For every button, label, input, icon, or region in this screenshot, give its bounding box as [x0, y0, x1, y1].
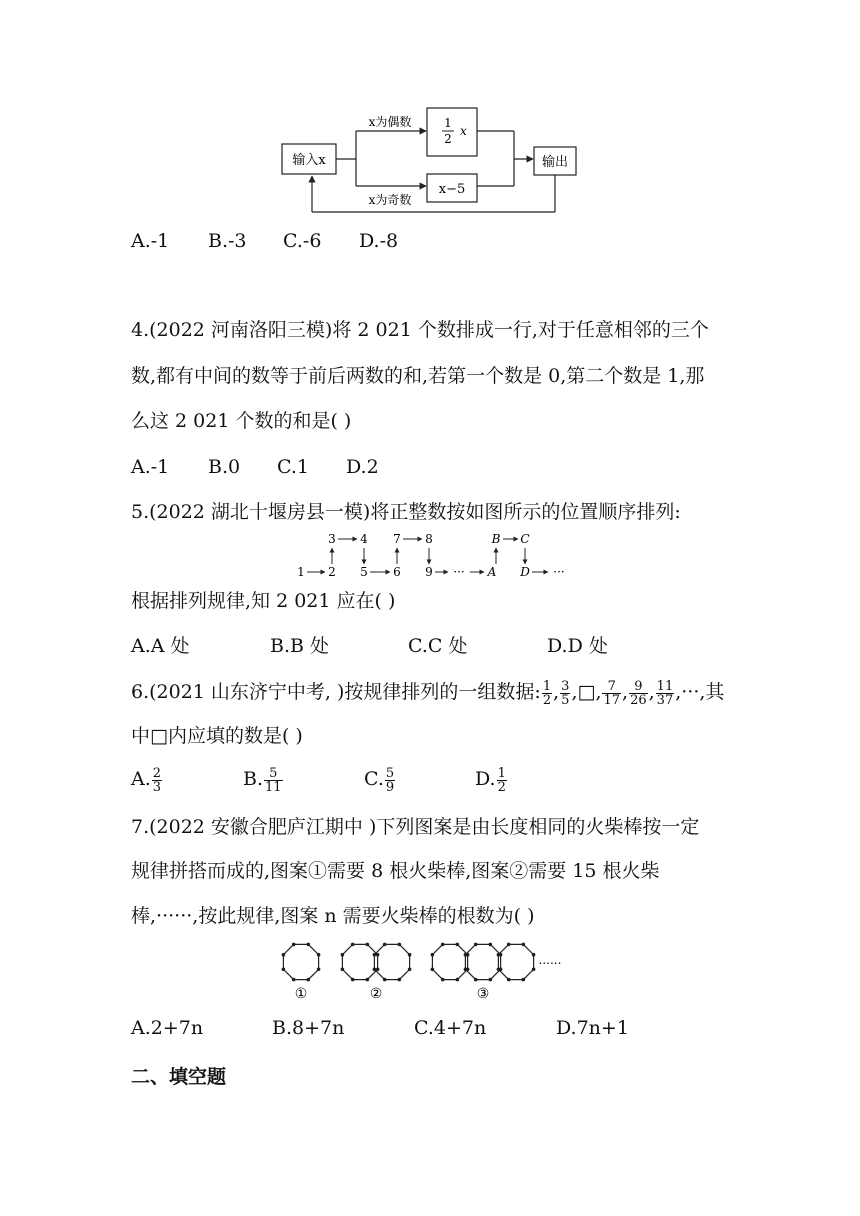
q6-suffix: ,···,其 [675, 681, 725, 703]
joint-dot [351, 943, 355, 947]
q7-option-a: A.2+7n [131, 1017, 204, 1039]
joint-dot [292, 978, 296, 982]
q5-line-1: 5.(2022 湖北十堰房县一模)将正整数按如图所示的位置顺序排列: [131, 501, 681, 523]
even-label: x为偶数 [368, 115, 412, 129]
figure-label-1: ① [294, 986, 308, 1002]
q5-option-d: D.D 处 [547, 635, 608, 657]
octagon-1-1 [283, 944, 318, 979]
joint-dot [366, 978, 370, 982]
output-label: 输出 [541, 155, 569, 170]
even-op-var: x [460, 124, 467, 138]
octagon-3-3 [498, 944, 533, 979]
joint-dot [456, 978, 460, 982]
joint-dot [376, 953, 380, 957]
joint-dot [464, 968, 468, 972]
q4-line-2: 数,都有中间的数等于前后两数的和,若第一个数是 0,第二个数是 1,那 [131, 365, 705, 387]
seq-5: 5 [360, 565, 368, 579]
q7-line-3: 棒,······,按此规律,图案 n 需要火柴棒的根数为( ) [131, 905, 535, 927]
q4-line-3: 么这 2 021 个数的和是( ) [131, 410, 352, 432]
q6-line-1: 6.(2021 山东济宁中考, )按规律排列的一组数据: $\frac{1}{2}$ , $\frac{3}{5}$ ,□, $\frac{7}{17}$ , $\frac{9}{26}$ , $\frac{11}{37}$ ,···,其 [131, 678, 725, 708]
seq-1: 1 [297, 565, 305, 579]
seq-B: B [491, 532, 501, 546]
seq-dots-1: ··· [453, 565, 465, 579]
q3-option-c: C.-6 [283, 230, 322, 252]
q3-option-a: A.-1 [131, 230, 170, 252]
joint-dot [532, 968, 536, 972]
q4-option-b: B.0 [208, 456, 241, 478]
joint-dot [376, 968, 380, 972]
joint-dot [373, 968, 377, 972]
joint-dot [307, 943, 311, 947]
seq-C: C [520, 532, 530, 546]
q7-line-2: 规律拼搭而成的,图案①需要 8 根火柴棒,图案②需要 15 根火柴 [131, 860, 660, 882]
seq-3: 3 [328, 532, 336, 546]
joint-dot [489, 978, 493, 982]
joint-dot [431, 968, 435, 972]
q6-fraction-4: $\frac{9}{26}$ [630, 678, 647, 708]
input-label: 输入x [292, 153, 326, 168]
joint-dot [341, 953, 345, 957]
joint-dot [474, 943, 478, 947]
octagon-2-2 [374, 944, 409, 979]
seq-6: 6 [393, 565, 401, 579]
q5-sequence-figure [296, 528, 572, 584]
joint-dot [341, 968, 345, 972]
seq-2: 2 [328, 565, 336, 579]
q6-prefix: 6.(2021 山东济宁中考, )按规律排列的一组数据: [131, 681, 541, 703]
even-op-den: 2 [444, 132, 452, 146]
q4-option-a: A.-1 [131, 456, 170, 478]
joint-dot [351, 978, 355, 982]
joint-dot [456, 943, 460, 947]
joint-dot [383, 943, 387, 947]
figure-ellipsis: ...... [538, 953, 562, 967]
joint-dot [474, 978, 478, 982]
joint-dot [366, 943, 370, 947]
joint-dot [398, 943, 402, 947]
q7-option-b: B.8+7n [272, 1017, 345, 1039]
seq-8: 8 [425, 532, 433, 546]
q6-fraction-1: $\frac{1}{2}$ [542, 678, 552, 708]
seq-9: 9 [425, 565, 433, 579]
joint-dot [507, 978, 511, 982]
octagon-2-1 [342, 944, 377, 979]
joint-dot [522, 943, 526, 947]
octagon-3-2 [465, 944, 500, 979]
q3-option-d: D.-8 [359, 230, 399, 252]
q5-option-a: A.A 处 [131, 635, 190, 657]
seq-A: A [487, 565, 497, 579]
q6-fraction-2: $\frac{3}{5}$ [561, 678, 570, 708]
even-op-num: 1 [444, 116, 452, 130]
flowchart-figure [280, 104, 580, 216]
q5-line-2: 根据排列规律,知 2 021 应在( ) [131, 590, 396, 612]
q6-option-d: D. $\frac{1}{2}$ [475, 765, 506, 795]
joint-dot [373, 953, 377, 957]
q6-option-a: A. $\frac{2}{3}$ [131, 765, 162, 795]
q6-option-b: B. $\frac{5}{11}$ [243, 765, 282, 795]
joint-dot [383, 978, 387, 982]
joint-dot [507, 943, 511, 947]
seq-7: 7 [393, 532, 401, 546]
q4-option-d: D.2 [346, 456, 379, 478]
joint-dot [282, 968, 286, 972]
octagon-3-1 [432, 944, 467, 979]
figure-label-3: ③ [476, 986, 490, 1002]
joint-dot [398, 978, 402, 982]
joint-dot [408, 968, 412, 972]
q6-option-c: C. $\frac{5}{9}$ [364, 765, 395, 795]
q4-option-c: C.1 [277, 456, 309, 478]
figure-label-2: ② [369, 986, 383, 1002]
q7-matchstick-figure [280, 938, 580, 1002]
joint-dot [307, 978, 311, 982]
q6-blank-box: □ [577, 681, 596, 703]
q6-line-2: 中□内应填的数是( ) [131, 725, 303, 747]
odd-label: x为奇数 [368, 193, 412, 207]
even-op-box [427, 108, 477, 156]
q7-line-1: 7.(2022 安徽合肥庐江期中 )下列图案是由长度相同的火柴棒按一定 [131, 816, 700, 838]
q3-option-b: B.-3 [208, 230, 247, 252]
joint-dot [317, 968, 321, 972]
seq-D: D [520, 565, 530, 579]
joint-dot [441, 943, 445, 947]
q5-option-b: B.B 处 [270, 635, 330, 657]
q7-option-d: D.7n+1 [556, 1017, 629, 1039]
q6-fraction-3: $\frac{7}{17}$ [603, 678, 621, 708]
joint-dot [464, 953, 468, 957]
joint-dot [532, 953, 536, 957]
joint-dot [489, 943, 493, 947]
joint-dot [522, 978, 526, 982]
q5-option-c: C.C 处 [408, 635, 468, 657]
q7-option-c: C.4+7n [414, 1017, 487, 1039]
odd-op-label: x−5 [438, 182, 466, 197]
joint-dot [431, 953, 435, 957]
seq-dots-2: ··· [553, 565, 565, 579]
joint-dot [282, 953, 286, 957]
joint-dot [292, 943, 296, 947]
joint-dot [497, 953, 501, 957]
joint-dot [497, 968, 501, 972]
joint-dot [408, 953, 412, 957]
section-heading: 二、填空题 [131, 1066, 227, 1088]
joint-dot [317, 953, 321, 957]
q6-fraction-5: $\frac{11}{37}$ [656, 678, 674, 708]
q4-line-1: 4.(2022 河南洛阳三模)将 2 021 个数排成一行,对于任意相邻的三个 [131, 319, 709, 341]
seq-4: 4 [360, 532, 368, 546]
joint-dot [441, 978, 445, 982]
